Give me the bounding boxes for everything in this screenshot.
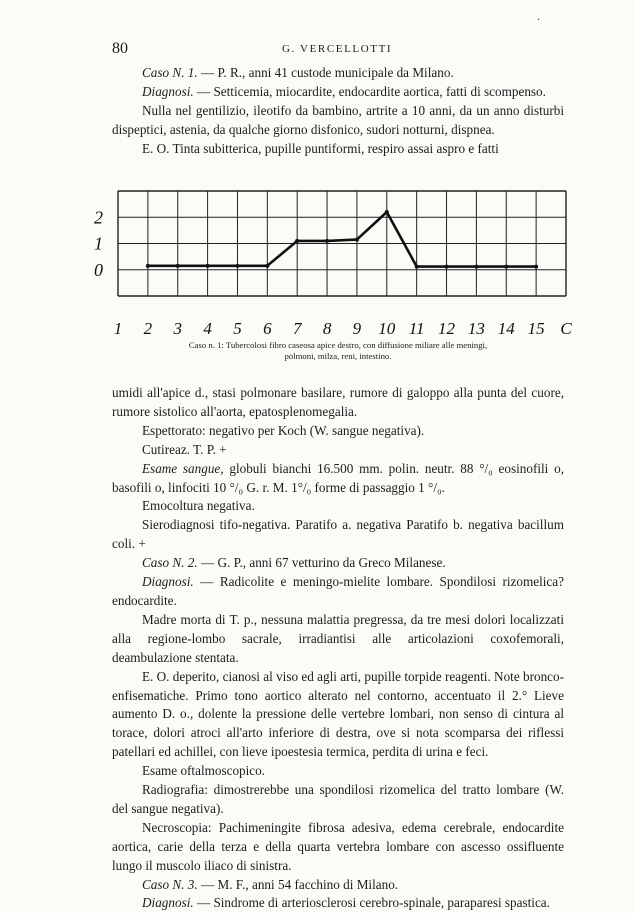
caption-line-2: polmoni, milza, reni, intestino. xyxy=(284,351,392,361)
x-tick-label: 15 xyxy=(527,319,545,338)
paragraph-sierodiagnosi: Sierodiagnosi tifo-negativa. Paratifo a. negativa Paratifo b. negativa bacillum coli. + xyxy=(112,517,564,552)
x-tick-label: 4 xyxy=(203,319,212,338)
data-point xyxy=(445,265,449,269)
x-tick-label: 8 xyxy=(322,319,332,338)
paragraph-eo-2: E. O. deperito, cianosi al viso ed agli arti, pupille torpide reagenti. Note bronco-enfisematiche. Primo tono aortico alterato nel contorno, accentuato il 2.° Lieve aumento D. o., dolente la pressione delle vertebre lombari, non senso di cintura al torace, dolori atroci all'arto inferiore di destra, ove si nota scomparsa dei riflessi patellari ed achillei, con lieve ipoestesia termica, perdita di urina e feci. xyxy=(112,668,564,760)
x-tick-label: 3 xyxy=(173,319,182,338)
y-tick-label: 2 xyxy=(94,207,103,228)
case-2-diagnosis: Diagnosi. — Radicolite e meningo-mielite lombare. Spondilosi rizomelica? endocardite. xyxy=(112,574,564,608)
case-3-diagnosis: Diagnosi. — Sindrome di arteriosclerosi cerebro-spinale, paraparesi spastica. xyxy=(142,895,550,911)
x-tick-label: 2 xyxy=(143,319,153,338)
temperature-chart xyxy=(82,183,572,363)
data-point xyxy=(355,238,359,242)
case-1-diagnosis: Diagnosi. — Setticemia, miocardite, endocardite aortica, fatti di scompenso. xyxy=(142,83,546,99)
page-number: 80 xyxy=(112,40,128,57)
paragraph-espettorato: Espettorato: negativo per Koch (W. sangue negativa). xyxy=(142,422,425,438)
chart-series xyxy=(146,210,538,269)
paragraph-umidi: umidi all'apice d., stasi polmonare basilare, rumore di galoppo alla punta del cuore, rumore sistolico all'aorta, epatosplenomegalia. xyxy=(112,385,564,419)
x-tick-label: 12 xyxy=(438,319,456,338)
paragraph-cutireazione: Cutireaz. T. P. + xyxy=(142,441,227,457)
x-axis-labels xyxy=(114,319,572,338)
series-line xyxy=(148,212,536,267)
paragraph-madre: Madre morta di T. p., nessuna malattia pregressa, da tre mesi dolori localizzati alla regione-lombo sacrale, irradiantisi alle articolazioni coxofemorali, deambulazione stentata. xyxy=(112,611,564,665)
data-point xyxy=(474,265,478,269)
data-point xyxy=(385,210,389,214)
data-point xyxy=(176,264,180,268)
case-1-text xyxy=(112,64,564,159)
x-tick-label: 10 xyxy=(378,319,396,338)
data-point xyxy=(295,239,299,243)
x-tick-label: 5 xyxy=(233,319,242,338)
page-mark: · xyxy=(537,15,541,26)
page-header xyxy=(112,40,564,60)
paragraph-oftalmo: Esame oftalmoscopico. xyxy=(142,763,266,779)
data-point xyxy=(325,239,329,243)
data-point xyxy=(146,264,150,268)
data-point xyxy=(206,264,210,268)
paragraph-esame-sangue: Esame sangue, globuli bianchi 16.500 mm. polin. neutr. 88 °/₀ eosinofili o, basofili o, linfociti 10 °/₀ G. r. M. 1°/₀ forme di passaggio 1 °/₀. xyxy=(112,460,564,495)
y-tick-label: 0 xyxy=(94,259,103,280)
chart-caption xyxy=(112,340,564,362)
y-tick-label: 1 xyxy=(94,233,103,254)
body-text xyxy=(112,384,564,913)
data-point xyxy=(235,264,239,268)
x-tick-label: 14 xyxy=(497,319,515,338)
caption-line-1: Caso n. 1: Tubercolosi fibro caseosa apice destro, con diffusione miliare alle meningi, xyxy=(188,340,488,350)
x-tick-label: 11 xyxy=(408,319,425,338)
x-tick-label: 13 xyxy=(467,319,485,338)
x-tick-label: 1 xyxy=(113,319,123,338)
paragraph-emocoltura: Emocoltura negativa. xyxy=(142,498,255,514)
x-tick-label: C xyxy=(560,319,572,338)
case-3-intro: Caso N. 3. — M. F., anni 54 facchino di Milano. xyxy=(142,876,399,892)
data-point xyxy=(504,265,508,269)
x-tick-label: 9 xyxy=(352,319,362,338)
data-point xyxy=(265,264,269,268)
paragraph-radiografia: Radiografia: dimostrerebbe una spondilosi rizomelica del tratto lombare (W. del sangue negativa). xyxy=(112,782,564,816)
case-2-intro: Caso N. 2. — G. P., anni 67 vetturino da Greco Milanese. xyxy=(142,555,446,571)
data-point xyxy=(415,265,419,269)
case-1-anamnesis: Nulla nel gentilizio, ileotifo da bambino, artrite a 10 anni, da un anno disturbi dispeptici, astenia, da qualche giorno disfonico, sudori notturni, dispnea. xyxy=(112,102,564,137)
paragraph-necroscopia: Necroscopia: Pachimeningite fibrosa adesiva, edema cerebrale, endocardite aortica, carie della terza e della quarta vertebra lombare con ascesso ossifluente lungo il muscolo iliaco di sinistra. xyxy=(112,819,564,873)
x-tick-label: 6 xyxy=(263,319,272,338)
data-point xyxy=(534,265,538,269)
y-axis-labels xyxy=(94,207,103,280)
running-head: G. VERCELLOTTI xyxy=(282,43,393,55)
x-tick-label: 7 xyxy=(292,319,302,338)
chart-grid xyxy=(118,191,566,296)
case-1-eo: E. O. Tinta subitterica, pupille puntiformi, respiro assai aspro e fatti xyxy=(142,140,499,156)
case-1-intro: Caso N. 1. — P. R., anni 41 custode municipale da Milano. xyxy=(142,65,454,80)
